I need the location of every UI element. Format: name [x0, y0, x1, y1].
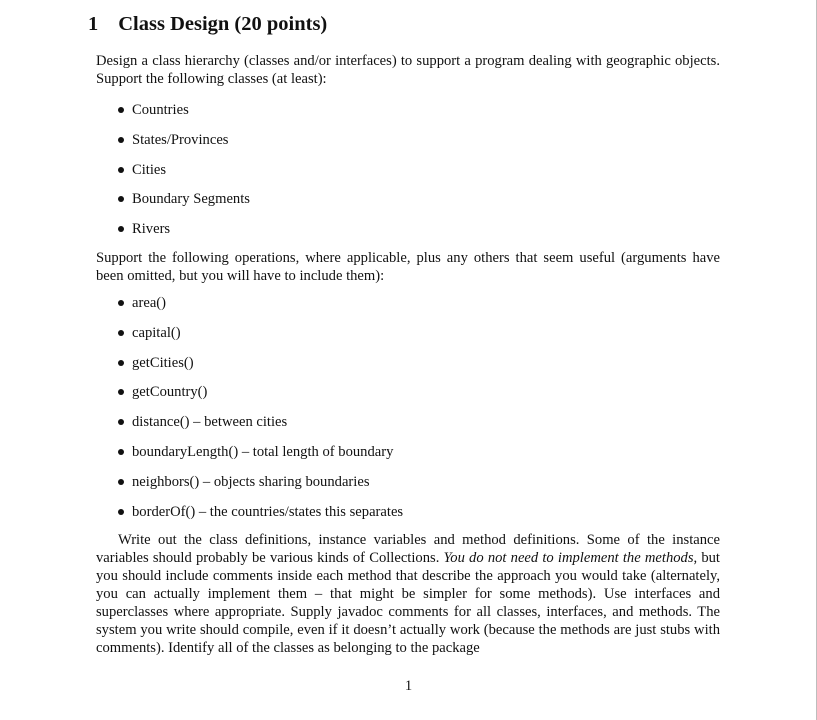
list-item: borderOf() – the countries/states this separates [96, 502, 720, 522]
list-item: getCountry() [96, 382, 720, 402]
section-number: 1 [88, 13, 99, 35]
bullet-icon [118, 196, 124, 202]
bullet-icon [118, 167, 124, 173]
list-item: area() [96, 293, 720, 313]
bullet-icon [118, 479, 124, 485]
bullet-icon [118, 330, 124, 336]
list-item: Boundary Segments [96, 189, 720, 209]
bullet-icon [118, 226, 124, 232]
bullet-icon [118, 107, 124, 113]
section-heading [88, 12, 720, 36]
list-item: Rivers [96, 219, 720, 239]
list-item: Countries [96, 100, 720, 120]
instructions-paragraph: Write out the class definitions, instance variables and method definitions. Some of the instance variables should probably be various kinds of Collections. You do not need to implement the methods, but you should include comments inside each method that describe the approach you would take (alternately, you can actually implement them – that might be simpler for some methods). Use interfaces and superclasses where appropriate. Supply javadoc comments for all classes, interfaces, and methods. The system you write should compile, even if it doesn’t actually work (because the methods are just stubs with comments). Identify all of the classes as belonging to the package [96, 532, 720, 657]
bullet-icon [118, 389, 124, 395]
bullet-icon [118, 137, 124, 143]
bullet-icon [118, 509, 124, 515]
operations-intro-paragraph: Support the following operations, where applicable, plus any others that seem useful (arguments have been omitted, but you will have to include them): [96, 249, 720, 284]
list-item: States/Provinces [96, 130, 720, 150]
document-page [88, 12, 720, 657]
bullet-icon [118, 300, 124, 306]
bullet-icon [118, 449, 124, 455]
bullet-icon [118, 360, 124, 366]
section-title: Class Design (20 points) [118, 13, 328, 35]
page-number: 1 [404, 678, 413, 694]
list-item: boundaryLength() – total length of boundary [96, 442, 720, 462]
intro-paragraph: Design a class hierarchy (classes and/or interfaces) to support a program dealing with geographic objects. Support the following classes (at least): [96, 53, 720, 87]
bullet-icon [118, 419, 124, 425]
list-item: getCities() [96, 353, 720, 373]
class-list [96, 100, 720, 239]
operations-list [96, 293, 720, 522]
list-item: capital() [96, 323, 720, 343]
emphasis-text: You do not need to implement the methods [443, 550, 694, 567]
list-item: Cities [96, 160, 720, 180]
list-item: distance() – between cities [96, 412, 720, 432]
list-item: neighbors() – objects sharing boundaries [96, 472, 720, 492]
